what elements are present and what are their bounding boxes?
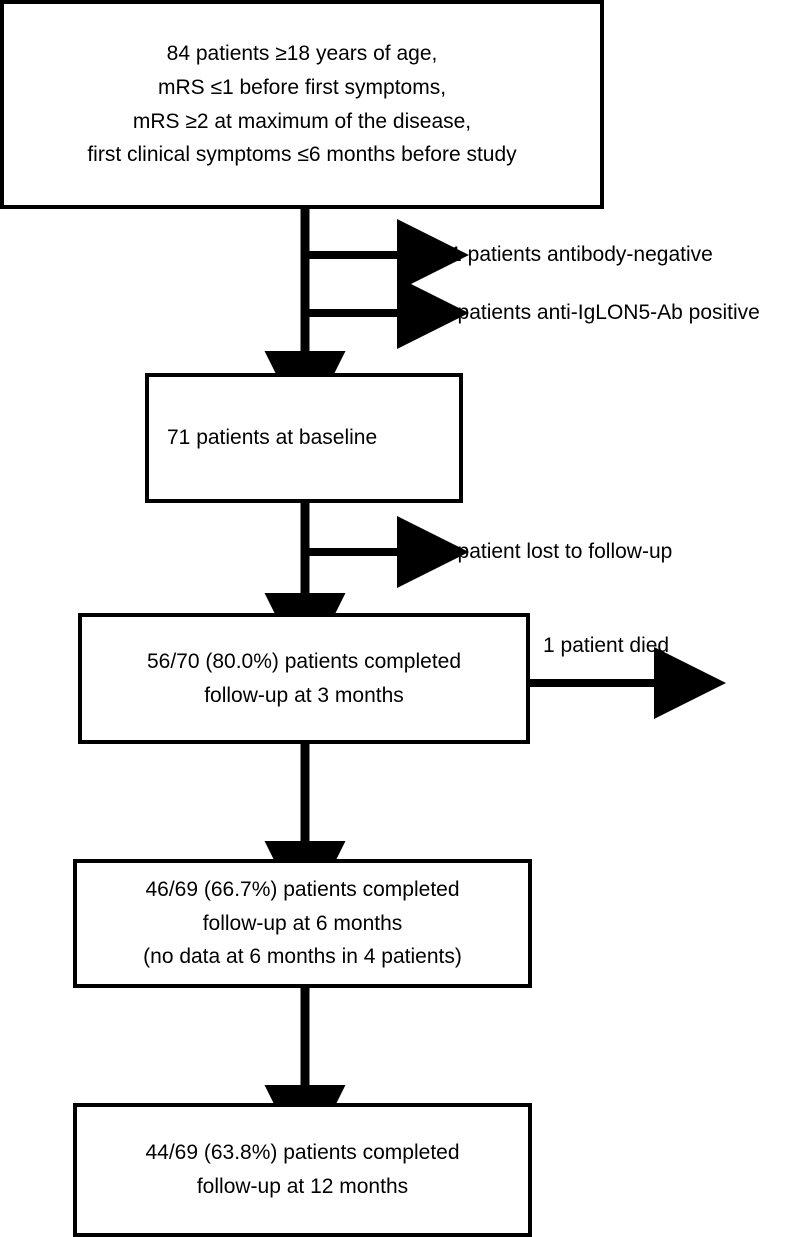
label-antibody-negative: 11 patients antibody-negative bbox=[440, 243, 713, 266]
followup-6m-line-2: follow-up at 6 months bbox=[202, 911, 403, 935]
label-patient-died: 1 patient died bbox=[543, 634, 670, 657]
followup-6m-line-1: 46/69 (66.7%) patients completed bbox=[145, 878, 460, 902]
followup-3m-line-1: 56/70 (80.0%) patients completed bbox=[146, 649, 462, 673]
box-baseline bbox=[145, 373, 463, 503]
label-iglon5-positive: 2 patients anti-IgLON5-Ab positive bbox=[440, 301, 760, 324]
label-lost-to-followup: 1 patient lost to follow-up bbox=[440, 540, 673, 563]
inclusion-line-3: mRS ≥2 at maximum of the disease, bbox=[132, 109, 472, 133]
inclusion-line-1: 84 patients ≥18 years of age, bbox=[166, 42, 438, 66]
box-inclusion-criteria bbox=[0, 0, 604, 209]
followup-6m-line-3: (no data at 6 months in 4 patients) bbox=[143, 945, 462, 969]
box-followup-12-months bbox=[73, 1103, 532, 1237]
followup-3m-line-2: follow-up at 3 months bbox=[204, 683, 404, 707]
followup-12m-line-2: follow-up at 12 months bbox=[196, 1175, 409, 1198]
inclusion-line-2: mRS ≤1 before first symptoms, bbox=[157, 75, 447, 99]
followup-12m-line-1: 44/69 (63.8%) patients completed bbox=[145, 1141, 460, 1165]
baseline-line-1: 71 patients at baseline bbox=[167, 426, 378, 450]
inclusion-line-4: first clinical symptoms ≤6 months before study bbox=[87, 143, 517, 167]
box-followup-6-months bbox=[73, 859, 532, 988]
box-followup-3-months bbox=[78, 613, 530, 744]
